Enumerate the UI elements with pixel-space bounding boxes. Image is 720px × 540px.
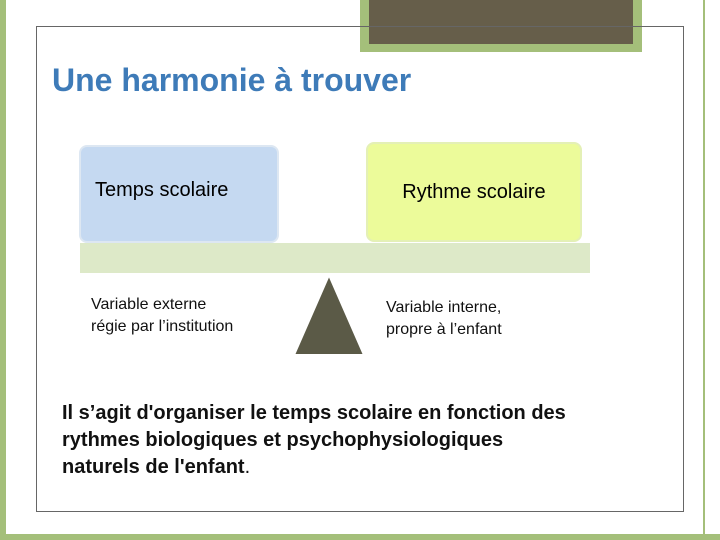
left-caption-line2: régie par l’institution — [91, 318, 234, 335]
bottom-accent-rule — [0, 534, 720, 540]
triangle-fulcrum-icon — [292, 273, 366, 357]
left-caption-line1: Variable externe — [91, 296, 207, 313]
summary-text — [62, 400, 677, 481]
left-accent-rule — [0, 0, 6, 540]
summary-line3: naturels de l'enfant — [62, 456, 245, 478]
summary-line3-wrap — [62, 454, 677, 481]
right-caption-line2: propre à l’enfant — [386, 321, 502, 338]
summary-line1: Il s’agit d'organiser le temps scolaire en fonction des — [62, 402, 566, 424]
temps-scolaire-label: Temps scolaire — [95, 179, 229, 201]
rythme-scolaire-label: Rythme scolaire — [402, 180, 546, 203]
left-caption — [91, 294, 233, 338]
balance-beam — [80, 243, 590, 273]
slide-title: Une harmonie à trouver — [52, 62, 412, 98]
summary-line2: rythmes biologiques et psychophysiologiques — [62, 429, 504, 451]
right-caption-line1: Variable interne, — [386, 299, 502, 316]
right-caption — [386, 297, 502, 341]
temps-scolaire-box — [79, 145, 279, 243]
summary-final-period: . — [244, 456, 251, 478]
rythme-scolaire-box — [366, 142, 582, 242]
right-accent-rule — [703, 0, 705, 540]
